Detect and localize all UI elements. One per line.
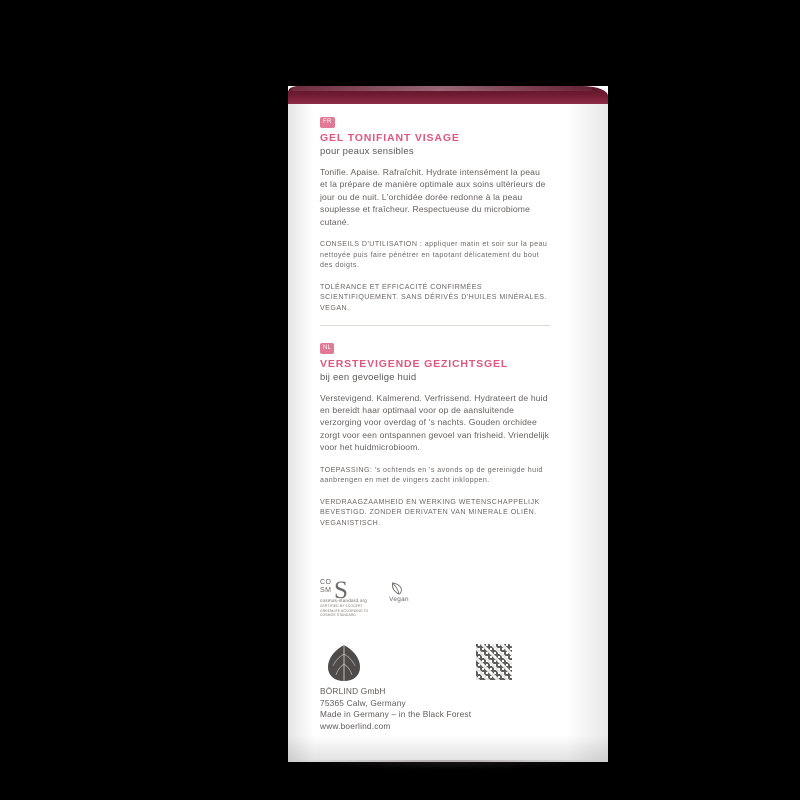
french-section xyxy=(320,110,550,314)
product-claims-nl: VERDRAAGZAAMHEID EN WERKING WETENSCHAPPELIJK BEVESTIGD. ZONDER DERIVATEN VAN MINERALE OLIËN. VEGANISTISCH. xyxy=(320,497,540,527)
cosmos-letters: CO SM xyxy=(320,579,332,594)
cosmos-certification-note: CERTIFIED BY ECOCERT GREENLIFE ACCORDING TO COSMOS STANDARD xyxy=(320,604,369,618)
vegan-label: Vegan xyxy=(389,596,409,603)
vegan-leaf-glyph xyxy=(391,582,407,595)
product-description-nl: Verstevigend. Kalmerend. Verfrissend. Hydrateert de huid en bereidt haar optimaal voor op de aansluitende verzorging voor overdag of 's nachts. Gouden orchidee zorgt voor een ontspannen gevoel van frisheid. Vriendelijk voor het huidmicrobioom. xyxy=(320,392,550,453)
cosmos-organic-icon xyxy=(320,578,374,618)
product-title-fr: GEL TONIFIANT VISAGE xyxy=(320,132,460,144)
certification-badges xyxy=(320,578,550,618)
dutch-section xyxy=(320,336,550,529)
product-subtitle-nl: bij een gevoelige huid xyxy=(320,371,417,383)
cosmos-s-letter: S xyxy=(334,577,348,604)
product-description-fr: Tonifie. Apaise. Rafraîchit. Hydrate intensément la peau et la prépare de manière optimale aux soins ultérieurs de jour ou de nuit. L'orchidée dorée redonne à la peau souplesse et fraîcheur. Respectueuse du microbiome cutané. xyxy=(320,167,546,227)
carton-top-highlight xyxy=(292,86,592,91)
company-address: 75365 Calw, Germany xyxy=(320,697,406,708)
section-divider xyxy=(320,325,550,326)
product-claims-fr: TOLÉRANCE ET EFFICACITÉ CONFIRMÉES SCIENTIFIQUEMENT. SANS DÉRIVÉS D'HUILES MINÉRALES. VEGAN. xyxy=(320,282,547,312)
boerlind-logo-icon xyxy=(322,642,366,684)
company-website: www.boerlind.com xyxy=(320,720,391,731)
origin-statement: Made in Germany – in the Black Forest xyxy=(320,709,472,720)
language-tag-fr: FR xyxy=(320,117,335,128)
company-name: BÖRLIND GmbH xyxy=(320,686,386,696)
floor-shadow xyxy=(288,760,608,770)
usage-instructions-nl: TOEPASSING: 's ochtends en 's avonds op de gereinigde huid aanbrengen en met de vingers zacht inkloppen. xyxy=(320,465,543,485)
usage-instructions-fr: CONSEILS D'UTILISATION : appliquer matin et soir sur la peau nettoyée puis faire pénétrer en tapotant délicatement du bout des doigts. xyxy=(320,240,548,270)
language-tag-nl: NL xyxy=(320,343,334,354)
product-subtitle-fr: pour peaux sensibles xyxy=(320,146,414,157)
product-title-nl: VERSTEVIGENDE GEZICHTSGEL xyxy=(320,357,509,370)
vegan-icon xyxy=(382,582,416,612)
manufacturer-info xyxy=(320,686,550,732)
cosmos-org-url: cosmos-standard.org xyxy=(320,598,367,603)
carton-side-panel-text xyxy=(320,110,550,540)
datamatrix-code xyxy=(476,644,512,680)
